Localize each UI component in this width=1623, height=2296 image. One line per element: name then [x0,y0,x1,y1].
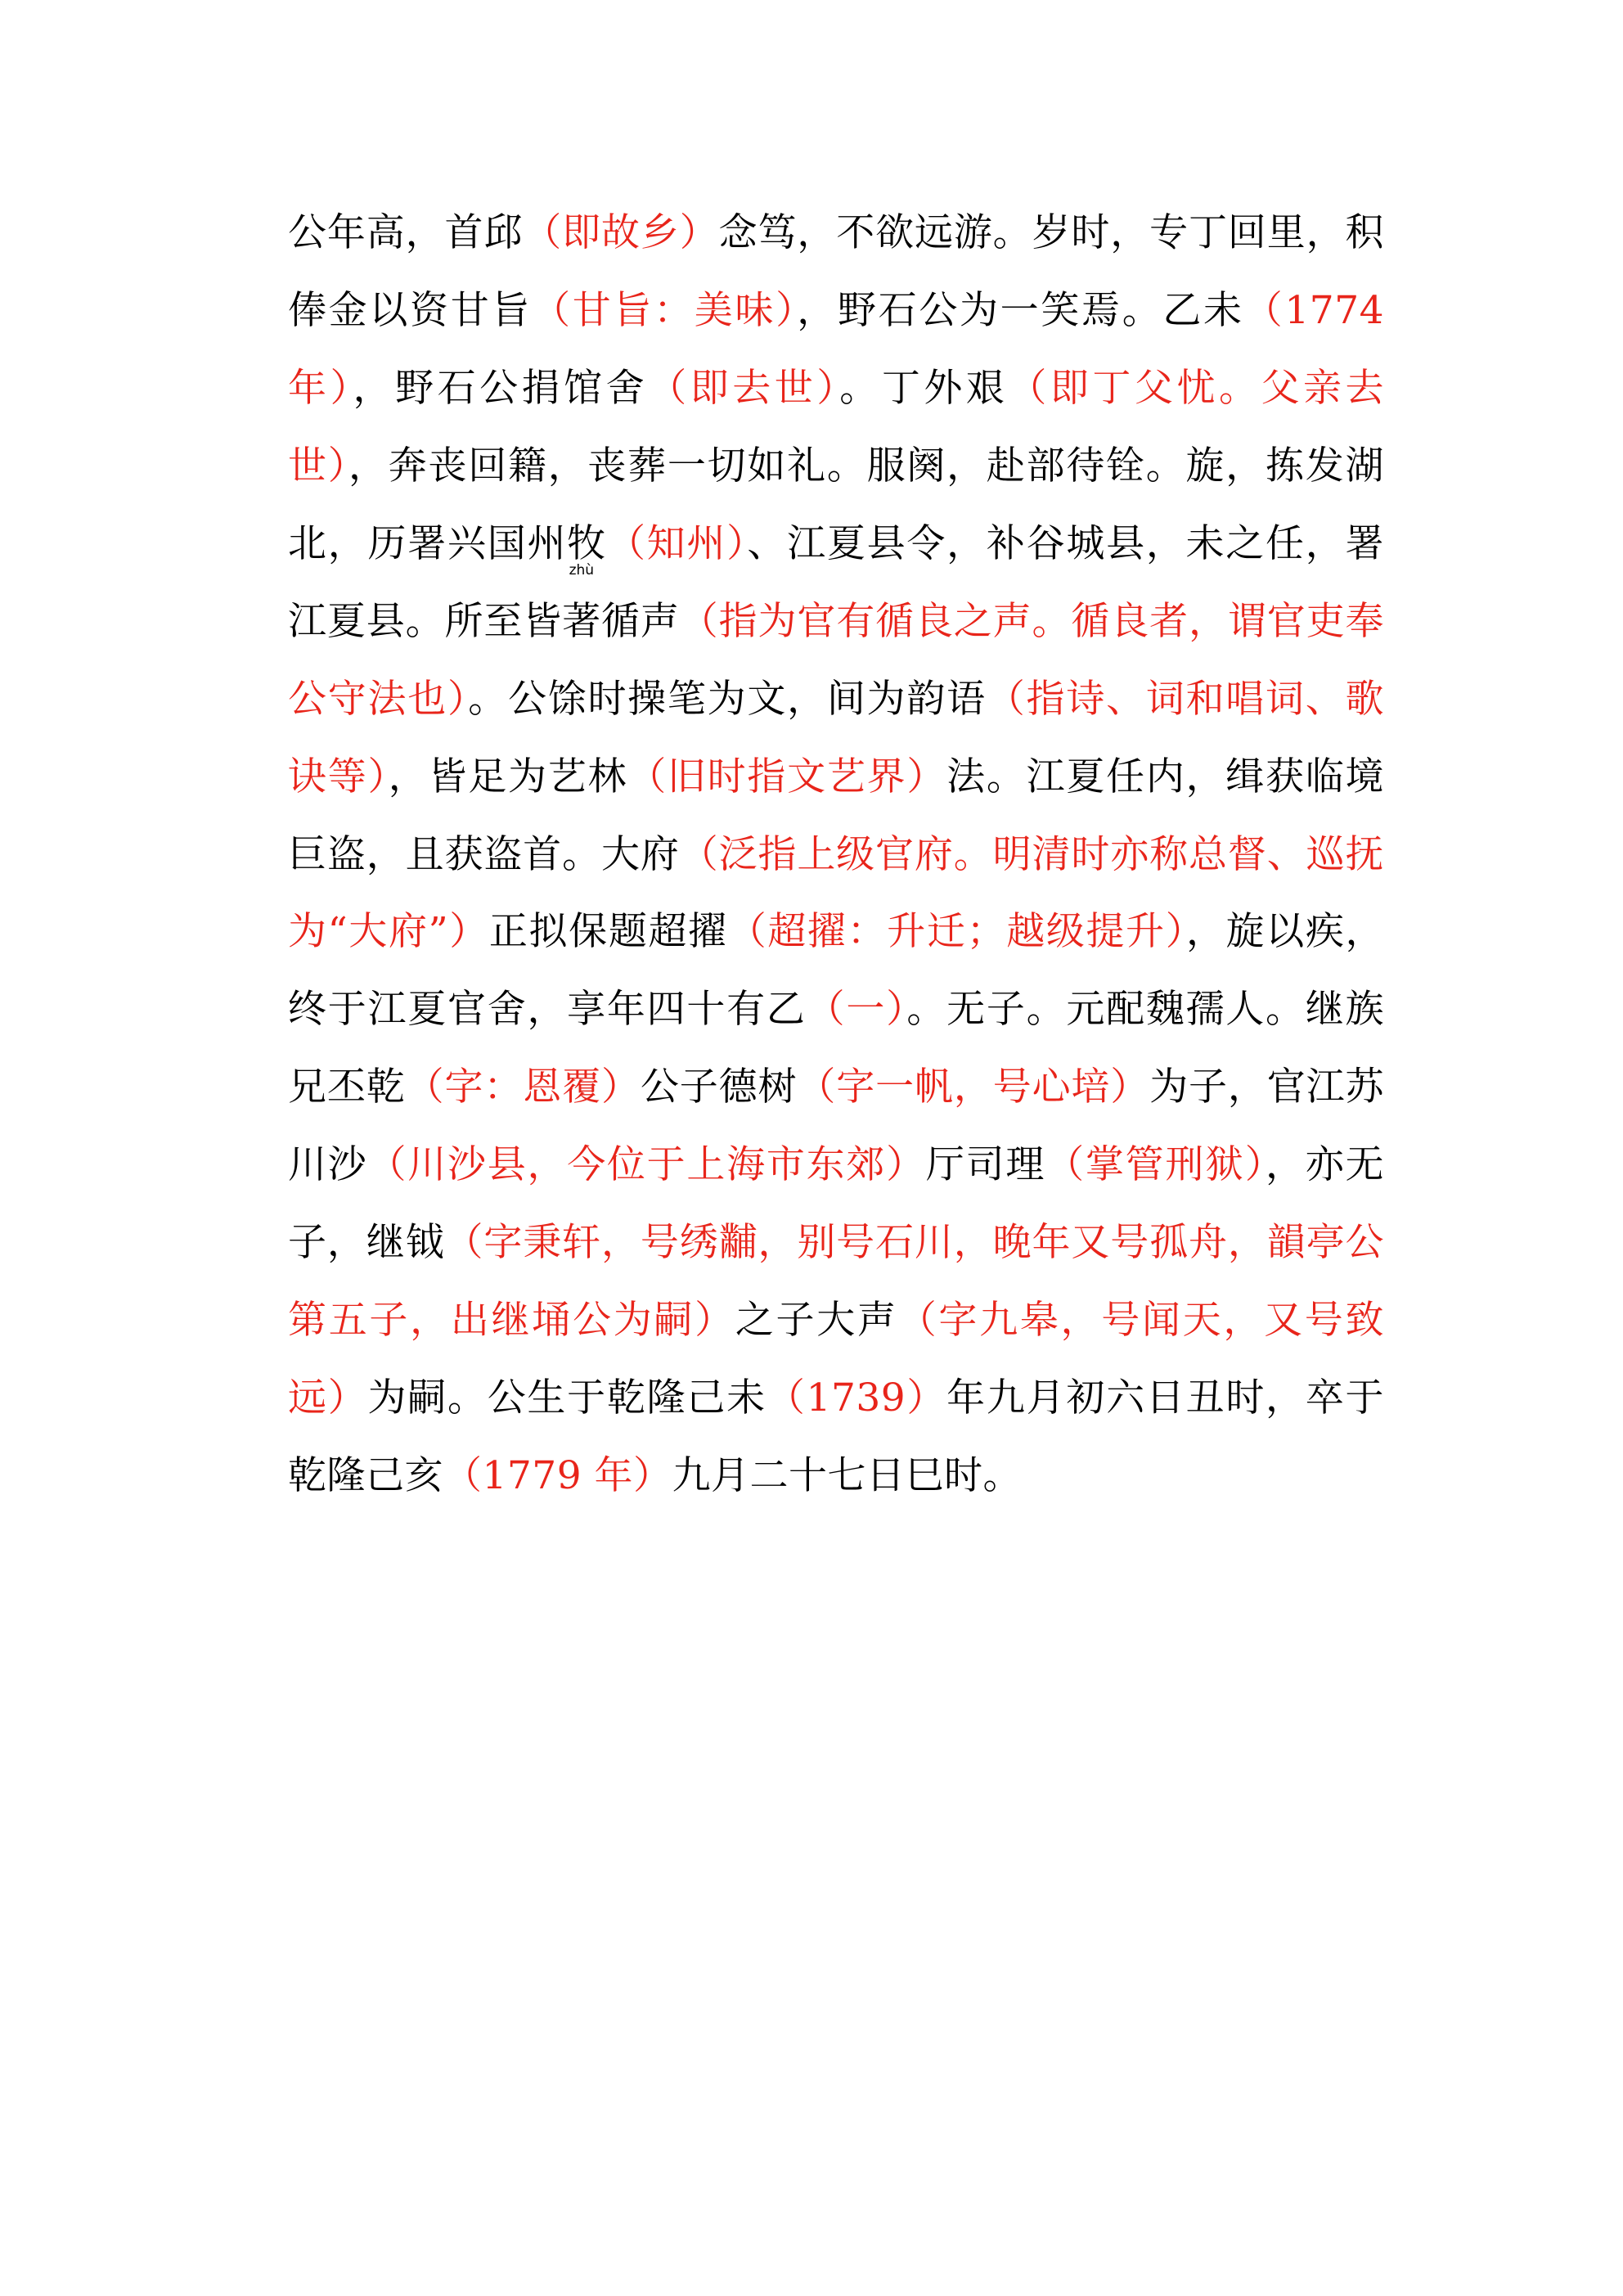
annotation-text: （泛指上级官府。明清时亦称总督、巡抚为“大府”） [288,831,1384,955]
main-text: 为嗣。公生于乾隆己未 [367,1375,767,1421]
annotation-text: （字九皋，号闻天，又号致远） [288,1298,1385,1421]
main-text: 。公馀时操笔为文，间为韵语 [468,676,987,722]
main-text: 。无子。元配魏孺人。继族兄丕乾 [288,987,1385,1110]
annotation-text: （字一帆，号心培） [797,1065,1150,1110]
main-text: 为子，官江苏川沙 [288,1065,1385,1188]
main-text: 年九月初六日丑时，卒于乾隆己亥 [288,1375,1385,1498]
pinyin-annotated-character [562,561,601,661]
main-text: 公子德树 [640,1065,798,1110]
annotation-text: （一） [806,987,907,1033]
main-text: 正拟保题超擢 [488,909,728,955]
main-text: ，亦无子，继钺 [288,1142,1385,1266]
main-text: 、江夏县令，补谷城县，未之任，署江夏县。所至皆 [288,520,1385,644]
biography-paragraph [288,195,1384,1515]
annotation-text: （超擢：升迁；越级提升） [727,909,1186,955]
pinyin-annotation: zhù [569,561,595,579]
annotation-text: （指诗、词和唱词、歌诀等） [288,676,1385,799]
body-text-block [288,195,1384,1515]
main-text: 厅司理 [925,1142,1046,1188]
main-text: ，皆足为艺林 [388,754,628,799]
annotation-text: （1779 年） [443,1453,672,1498]
annotation-text: （字：恩覆） [405,1065,641,1110]
annotation-text: （指为官有循良之声。循良者，谓官吏奉公守法也） [288,598,1385,722]
main-text: ，野石公为一笑焉。乙未 [797,287,1244,333]
annotation-text: （即去世） [648,365,840,411]
main-text: 公年高，首邱 [288,210,524,255]
annotation-text: （即故乡） [523,210,719,255]
annotation-text: （川沙县，今位于上海市东郊） [367,1142,926,1188]
annotation-text: （1739） [766,1375,947,1421]
main-text: ，旋以疾，终于江夏官舍，享年四十有乙 [288,909,1384,1033]
main-text: 。丁外艰 [839,365,1009,411]
main-text: 循声 [600,598,680,644]
main-text: 之子大声 [735,1298,898,1344]
annotation-text: （1774 年） [288,287,1385,411]
annotation-text: （即丁父忧。父亲去世） [288,365,1385,488]
main-text: 法。江夏任内，缉获临境巨盗，且获盗首。大府 [288,754,1385,877]
annotation-text: （掌管刑狱） [1045,1142,1266,1188]
main-text: ，奔丧回籍，丧葬一切如礼。服阕，赴部待铨。旋，拣发湖北，历署兴国州牧 [288,443,1385,566]
annotation-text: （甘旨：美味） [532,287,798,333]
main-text: 念笃，不欲远游。岁时，专丁回里，积俸金以资甘旨 [288,210,1385,333]
annotated-base-character: 著 [562,598,601,644]
main-text: ，野石公捐馆舍 [353,365,649,411]
main-text: 九月二十七日巳时。 [672,1453,1023,1498]
annotation-text: （旧时指文艺界） [627,754,947,799]
annotation-text: （知州） [606,520,748,566]
annotation-text: （字秉轩，号绣黼，别号石川，晚年又号孤舟，韻亭公第五子，出继埇公为嗣） [288,1220,1385,1344]
